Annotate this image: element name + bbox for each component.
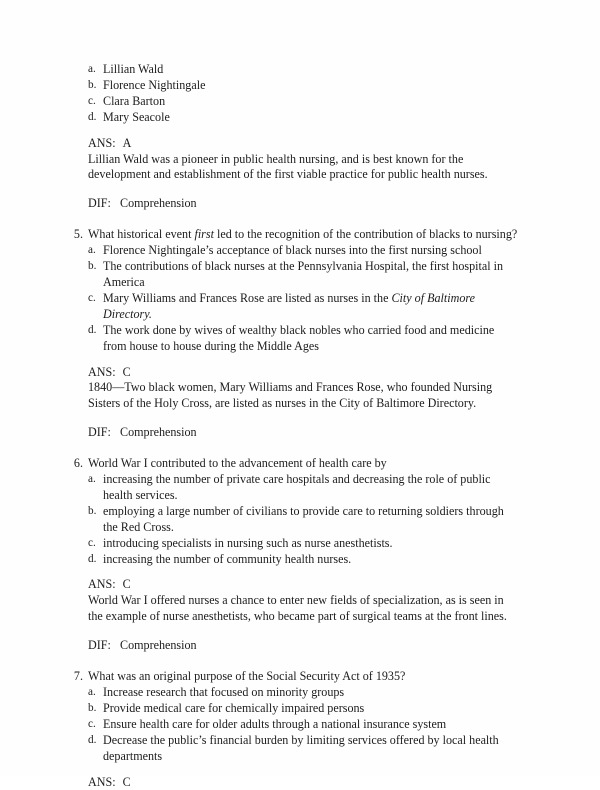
spacer [68,765,520,775]
question-stem-emphasis: first [194,227,214,242]
option-text: introducing specialists in nursing such as nurse anesthetists. [103,535,393,550]
option-letter: b. [88,78,97,91]
spacer [68,625,520,638]
question-6-options [68,472,520,567]
option-letter: c. [88,291,96,304]
option-row[interactable] [68,504,520,536]
difficulty-label: DIF: [88,196,111,211]
option-row[interactable] [68,323,520,355]
spacer [68,567,520,577]
option-text: The work done by wives of wealthy black nobles who carried food and medicine from house to house during the Middle Ages [103,322,495,353]
question-4-options [68,62,520,126]
answer-label: ANS: [88,577,116,592]
rationale-text: World War I offered nurses a chance to enter new fields of specialization, as is seen in [88,593,504,608]
difficulty-value: Comprehension [120,425,197,440]
option-row[interactable] [68,259,520,291]
option-letter: a. [88,473,96,486]
option-row[interactable] [68,552,520,568]
answer-value: C [122,774,131,789]
difficulty-label: DIF: [88,425,111,440]
spacer [68,183,520,196]
question-7-options [68,685,520,765]
question-stem: World War I contributed to the advancement of health care by [88,456,387,471]
option-text: Increase research that focused on minority groups [103,685,345,699]
option-letter: d. [88,733,97,746]
option-text-emphasis: City of Baltimore Directory. [103,290,475,321]
question-stem: What was an original purpose of the Social Security Act of 1935? [88,669,406,684]
rationale-text: Sisters of the Holy Cross, are listed as nurses in the City of Baltimore Directory. [88,396,477,411]
option-letter: c. [88,536,96,549]
page-content [68,62,520,790]
answer-value: A [122,135,132,150]
option-row[interactable] [68,110,520,126]
question-5-stem [68,227,520,243]
spacer [68,654,520,669]
option-letter: d. [88,323,97,336]
difficulty-line [68,425,520,441]
option-row[interactable] [68,536,520,552]
answer-value: C [122,577,131,592]
option-letter: b. [88,260,97,273]
spacer [68,412,520,425]
difficulty-value: Comprehension [120,196,197,211]
spacer [68,441,520,456]
option-letter: b. [88,701,97,714]
option-letter: a. [88,686,96,698]
option-row[interactable] [68,291,520,323]
option-letter: b. [88,504,97,517]
question-number: 6. [73,456,83,471]
question-5-options [68,243,520,354]
question-stem-part-2: led to the recognition of the contribution of blacks to nursing? [213,227,518,242]
rationale-text: 1840—Two black women, Mary Williams and Frances Rose, who founded Nursing [88,380,493,395]
rationale-line [68,396,520,412]
spacer [68,212,520,227]
rationale-line [68,609,520,625]
answer-line [68,136,520,152]
rationale-line [68,152,520,168]
option-text: Florence Nightingale’s acceptance of black nurses into the first nursing school [103,243,482,258]
answer-line [68,365,520,381]
question-number: 7. [73,669,83,684]
answer-line [68,775,520,790]
answer-value: C [122,364,131,379]
option-text: increasing the number of private care hospitals and decreasing the role of public health services. [103,472,491,502]
option-letter: d. [88,552,97,565]
rationale-text: Lillian Wald was a pioneer in public health nursing, and is best known for the [88,151,464,166]
option-row[interactable] [68,701,520,717]
option-row[interactable] [68,717,520,733]
rationale-line [68,167,520,183]
spacer [68,126,520,136]
option-letter: c. [88,94,96,107]
option-text: Mary Seacole [103,109,170,124]
rationale-line [68,380,520,396]
answer-label: ANS: [88,135,116,150]
option-text: Mary Williams and Frances Rose are listed as nurses in the [103,290,392,305]
answer-label: ANS: [88,364,116,379]
difficulty-label: DIF: [88,638,111,653]
option-text: increasing the number of community health nurses. [103,551,352,566]
option-row[interactable] [68,78,520,94]
option-row[interactable] [68,685,520,701]
option-text: employing a large number of civilians to provide care to returning soldiers through the Red Cross. [103,503,504,534]
question-7-stem [68,669,520,685]
question-6-stem [68,456,520,472]
option-text: Florence Nightingale [103,77,206,92]
answer-line [68,577,520,593]
difficulty-line [68,638,520,654]
question-stem-part-1: What historical event [88,227,195,242]
option-row[interactable] [68,94,520,110]
option-text: The contributions of black nurses at the Pennsylvania Hospital, the first hospital in America [103,259,504,289]
option-row[interactable] [68,733,520,765]
spacer [68,355,520,365]
option-letter: d. [88,110,97,123]
option-row[interactable] [68,243,520,259]
option-text: Clara Barton [103,93,166,108]
rationale-text: the example of nurse anesthetists, who became part of surgical teams at the front lines. [88,609,507,624]
option-text: Decrease the public’s financial burden by limiting services offered by local health departments [103,732,499,763]
difficulty-value: Comprehension [120,638,197,653]
difficulty-line [68,196,520,212]
option-row[interactable] [68,62,520,78]
option-text: Lillian Wald [103,62,164,76]
option-letter: c. [88,717,96,730]
option-letter: a. [88,63,96,75]
question-number: 5. [73,227,83,242]
option-text: Ensure health care for older adults through a national insurance system [103,716,447,731]
option-row[interactable] [68,472,520,504]
rationale-line [68,593,520,609]
option-letter: a. [88,244,96,257]
rationale-text: development and establishment of the first viable practice for public health nurses. [88,167,488,182]
answer-label: ANS: [88,774,116,789]
option-text: Provide medical care for chemically impaired persons [103,700,365,715]
